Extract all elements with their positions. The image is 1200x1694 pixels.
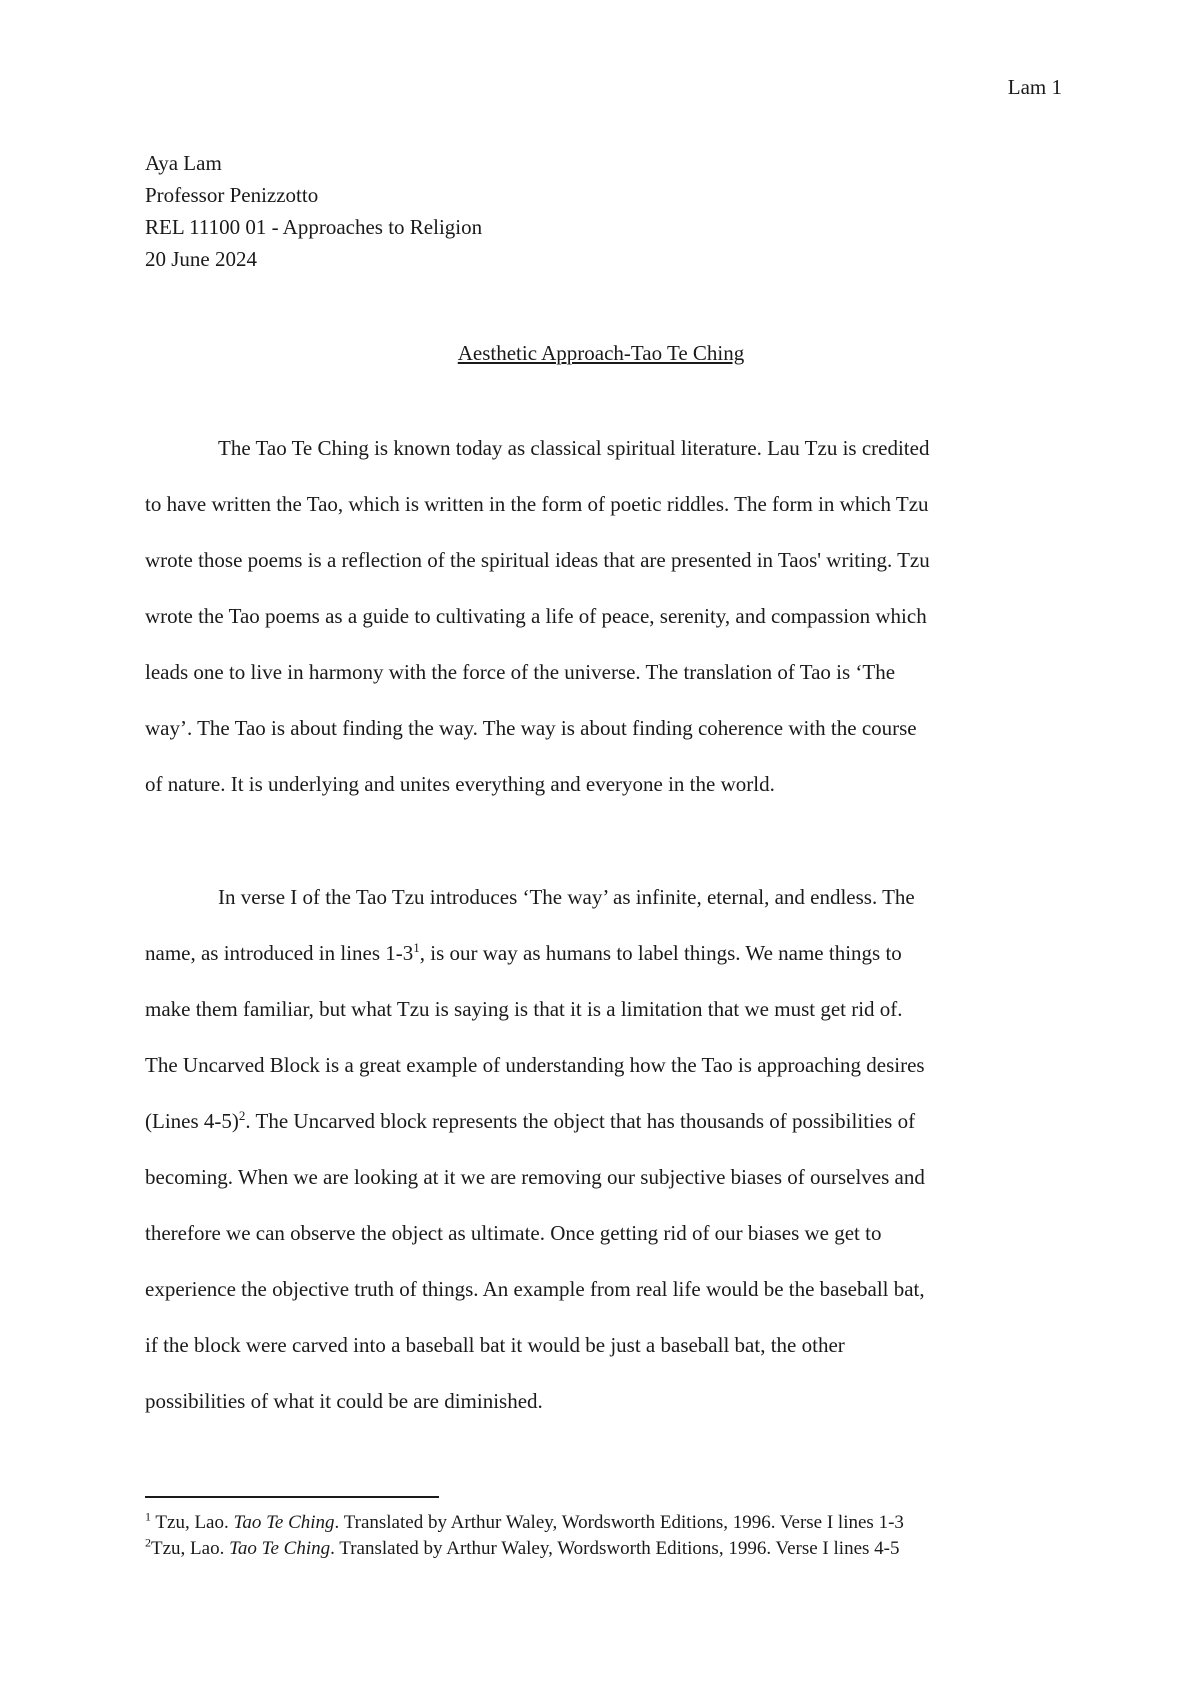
footnote-reference[interactable]: 2: [238, 1108, 246, 1123]
paragraph-1: [145, 420, 1060, 812]
paragraph-2: [145, 869, 1060, 1429]
course-name: REL 11100 01 - Approaches to Religion: [145, 215, 483, 239]
footnote-author: Tzu, Lao.: [151, 1512, 234, 1533]
footnote-1: [145, 1510, 904, 1536]
line-text: . The Uncarved block represents the object that has thousands of possibilities of: [245, 1109, 916, 1133]
essay-title: Aesthetic Approach-Tao Te Ching: [457, 341, 745, 365]
paragraph-line: The Uncarved Block is a great example of understanding how the Tao is approaching desires: [145, 1053, 925, 1077]
paragraph-line: [145, 925, 1060, 981]
line-text: , is our way as humans to label things. We name things to: [419, 941, 902, 965]
paragraph-line: In verse I of the Tao Tzu introduces ‘The way’ as infinite, eternal, and endless. The: [218, 885, 915, 909]
paragraph-line: way’. The Tao is about finding the way. The way is about finding coherence with the course: [145, 716, 917, 740]
paragraph-line: of nature. It is underlying and unites everything and everyone in the world.: [145, 772, 775, 796]
footnote-work-title: Tao Te Ching: [233, 1512, 335, 1533]
paragraph-line: [145, 1093, 1060, 1149]
footnote-work-title: Tao Te Ching: [229, 1538, 331, 1559]
paragraph-line: wrote those poems is a reflection of the spiritual ideas that are presented in Taos' writing. Tzu: [145, 548, 930, 572]
footnotes: [145, 1510, 904, 1562]
footnote-separator: [145, 1496, 439, 1498]
mla-heading: [145, 147, 482, 275]
footnote-citation: . Translated by Arthur Waley, Wordsworth Editions, 1996. Verse I lines 4-5: [330, 1538, 900, 1559]
running-head: Lam 1: [1007, 75, 1062, 99]
paragraph-line: therefore we can observe the object as ultimate. Once getting rid of our biases we get to: [145, 1221, 882, 1245]
footnote-mark: 2: [145, 1535, 151, 1550]
line-text: (Lines 4-5): [145, 1109, 239, 1133]
date-line: 20 June 2024: [145, 247, 257, 271]
footnote-mark: 1: [145, 1509, 151, 1524]
paragraph-line: to have written the Tao, which is written in the form of poetic riddles. The form in which Tzu: [145, 492, 929, 516]
paragraph-line: experience the objective truth of things. An example from real life would be the baseball bat,: [145, 1277, 925, 1301]
paragraph-line: wrote the Tao poems as a guide to cultivating a life of peace, serenity, and compassion which: [145, 604, 927, 628]
paragraph-line: possibilities of what it could be are diminished.: [145, 1389, 543, 1413]
paragraph-line: becoming. When we are looking at it we are removing our subjective biases of ourselves and: [145, 1165, 925, 1189]
footnote-2: [145, 1536, 904, 1562]
footnote-reference[interactable]: 1: [413, 940, 420, 955]
author-name: Aya Lam: [145, 151, 222, 175]
footnote-author: Tzu, Lao.: [151, 1538, 230, 1559]
instructor-name: Professor Penizzotto: [145, 183, 319, 207]
paragraph-line: make them familiar, but what Tzu is saying is that it is a limitation that we must get rid of.: [145, 997, 903, 1021]
paragraph-line: leads one to live in harmony with the force of the universe. The translation of Tao is ‘The: [145, 660, 896, 684]
paragraph-line: if the block were carved into a baseball bat it would be just a baseball bat, the other: [145, 1333, 845, 1357]
footnote-citation: . Translated by Arthur Waley, Wordsworth Editions, 1996. Verse I lines 1-3: [334, 1512, 904, 1533]
line-text: name, as introduced in lines 1-3: [145, 941, 414, 965]
paragraph-line: The Tao Te Ching is known today as classical spiritual literature. Lau Tzu is credited: [218, 436, 930, 460]
